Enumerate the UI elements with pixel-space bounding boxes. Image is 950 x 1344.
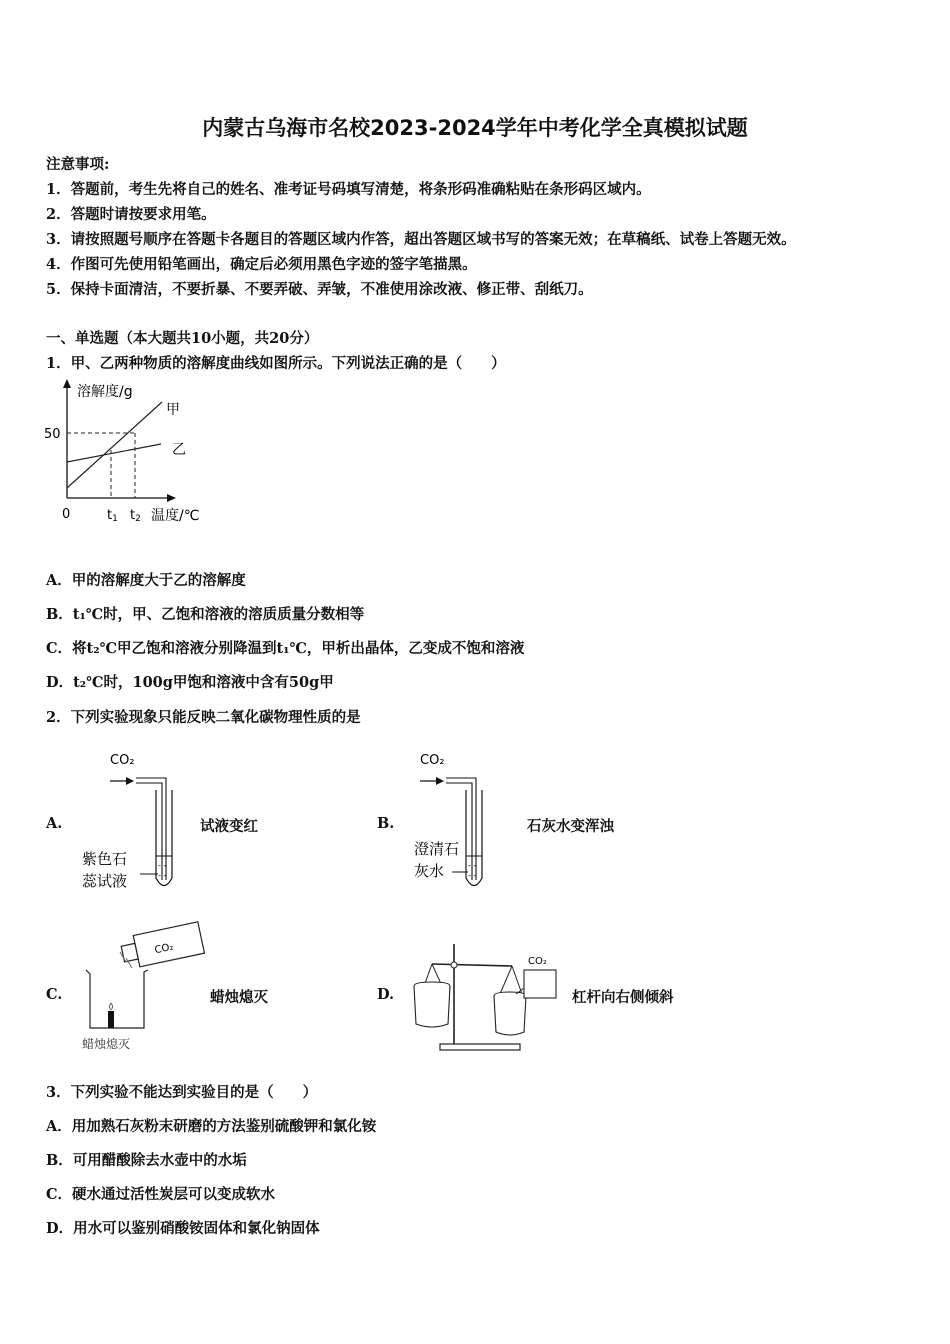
- smoke-icon: [110, 1003, 113, 1010]
- notice-heading: 注意事项:: [46, 156, 110, 173]
- q2-option-c-letter: C.: [46, 986, 63, 1003]
- q1-option-a: A．甲的溶解度大于乙的溶解度: [46, 572, 246, 589]
- q2-c-apparatus: [76, 918, 206, 1058]
- notice-item: 2．答题时请按要求用笔。: [46, 206, 216, 223]
- chart-ytick-50: 50: [44, 427, 61, 442]
- liquid-label-2: 灰水: [414, 862, 445, 880]
- notice-item: 1．答题前，考生先将自己的姓名、准考证号码填写清楚，将条形码准确粘贴在条形码区域内。: [46, 181, 651, 198]
- q2-option-a-letter: A.: [46, 815, 63, 832]
- q1-option-b: B．t₁℃时，甲、乙饱和溶液的溶质质量分数相等: [46, 606, 365, 623]
- co2-bottle: [120, 922, 205, 970]
- svg-text:- -: - -: [468, 861, 477, 870]
- left-bag: [414, 982, 450, 1027]
- legend-yi: 乙: [172, 442, 186, 458]
- arrow-icon: [126, 777, 134, 785]
- co2-label: CO₂: [110, 753, 135, 768]
- lever: [432, 964, 512, 966]
- chart-tick-t2: t2: [130, 508, 141, 524]
- q1-option-c: C．将t₂℃甲乙饱和溶液分别降温到t₁℃，甲析出晶体，乙变成不饱和溶液: [46, 640, 525, 657]
- q2-b-apparatus: [410, 748, 520, 898]
- q3-option-a: A．用加熟石灰粉末研磨的方法鉴别硫酸钾和氯化铵: [46, 1118, 377, 1135]
- q3-option-c: C．硬水通过活性炭层可以变成软水: [46, 1186, 276, 1203]
- co2-label: CO₂: [528, 956, 547, 967]
- question-3-stem: 3．下列实验不能达到实验目的是（ ）: [46, 1084, 318, 1101]
- q2-c-caption: 蜡烛熄灭: [210, 989, 268, 1006]
- chart-origin: 0: [62, 507, 71, 522]
- co2-label: CO₂: [153, 941, 175, 957]
- page-title: 内蒙古乌海市名校2023-2024学年中考化学全真模拟试题: [202, 116, 748, 140]
- q1-option-d: D．t₂℃时，100g甲饱和溶液中含有50g甲: [46, 674, 334, 691]
- x-axis-arrow-icon: [167, 494, 176, 502]
- candle-label: 蜡烛熄灭: [82, 1037, 131, 1051]
- svg-text:- -: - -: [158, 861, 167, 870]
- q2-option-d-letter: D.: [377, 986, 395, 1003]
- notice-item: 5．保持卡面清洁，不要折暴、不要弄破、弄皱，不准使用涂改液、修正带、刮纸刀。: [46, 281, 593, 298]
- liquid-label-1: 澄清石: [414, 840, 460, 858]
- q2-option-b-letter: B.: [377, 815, 395, 832]
- y-axis-arrow-icon: [63, 379, 71, 388]
- chart-tick-t1: t1: [107, 508, 118, 524]
- chart-ylabel: 溶解度/g: [77, 384, 133, 400]
- arrow-icon: [436, 777, 444, 785]
- q2-d-caption: 杠杆向右侧倾斜: [572, 989, 674, 1006]
- question-1-stem: 1．甲、乙两种物质的溶解度曲线如图所示。下列说法正确的是（ ）: [46, 355, 506, 372]
- q3-option-b: B．可用醋酸除去水壶中的水垢: [46, 1152, 247, 1169]
- liquid-label-2: 蕊试液: [82, 872, 128, 890]
- section-heading: 一、单选题（本大题共10小题，共20分）: [46, 330, 319, 347]
- notice-item: 3．请按照题号顺序在答题卡各题目的答题区域内作答，超出答题区域书写的答案无效；在草稿纸、试卷上答题无效。: [46, 231, 796, 248]
- q2-b-caption: 石灰水变浑浊: [527, 818, 614, 835]
- q2-d-apparatus: [402, 938, 572, 1058]
- curve-jia: [67, 402, 162, 488]
- chart-xlabel: 温度/℃: [151, 508, 200, 524]
- q3-option-d: D．用水可以鉴别硝酸铵固体和氯化钠固体: [46, 1220, 320, 1237]
- notice-item: 4．作图可先使用铅笔画出，确定后必须用黑色字迹的签字笔描黑。: [46, 256, 477, 273]
- svg-text:- -: - -: [468, 871, 477, 880]
- pivot: [451, 962, 457, 968]
- legend-jia: 甲: [166, 402, 180, 418]
- q2-a-caption: 试液变红: [200, 818, 258, 835]
- solubility-chart: [40, 378, 220, 528]
- co2-box: [524, 970, 556, 998]
- right-bag: [494, 992, 526, 1035]
- svg-text:- -: - -: [158, 871, 167, 880]
- question-2-stem: 2．下列实验现象只能反映二氧化碳物理性质的是: [46, 709, 361, 726]
- liquid-label-1: 紫色石: [82, 850, 128, 868]
- q2-a-apparatus: [78, 748, 188, 898]
- co2-label: CO₂: [420, 753, 445, 768]
- stand-base: [440, 1044, 520, 1050]
- curve-yi: [67, 444, 161, 462]
- candle: [108, 1011, 114, 1028]
- beaker: [86, 970, 148, 1028]
